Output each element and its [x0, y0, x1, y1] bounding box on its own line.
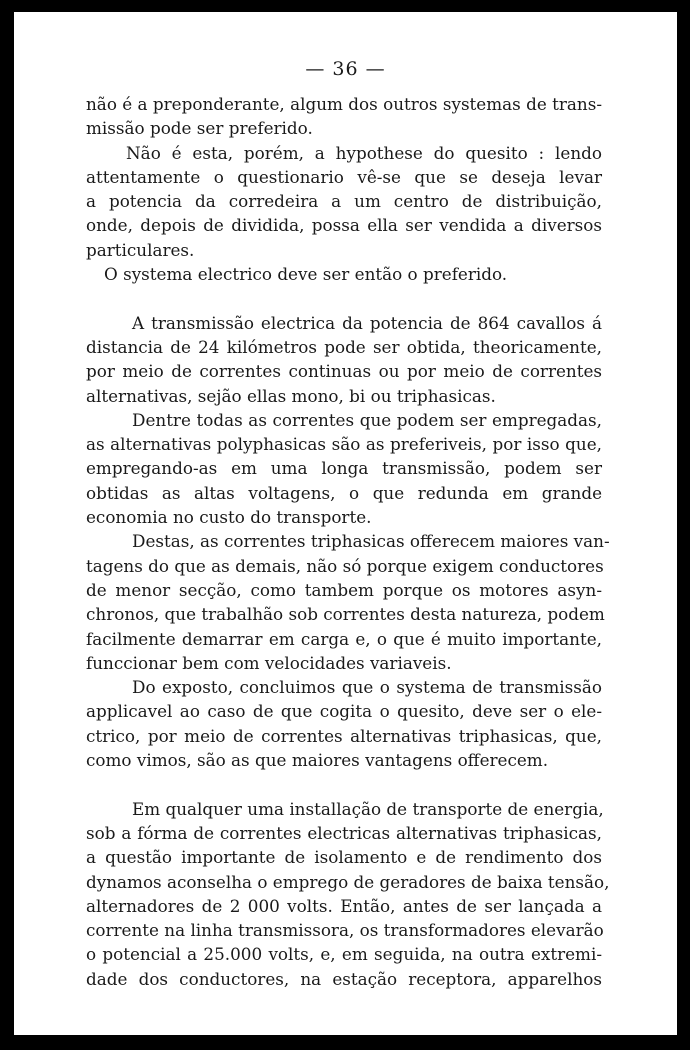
text-line: o potencial a 25.000 volts, e, em seguida, na outra extremi- [86, 944, 602, 965]
text-line: O systema electrico deve ser então o preferido. [104, 264, 508, 285]
text-line: chronos, que trabalhão sob correntes desta natureza, podem [86, 604, 605, 625]
text-line: ctrico, por meio de correntes alternativas triphasicas, que, [86, 725, 602, 746]
text-line: facilmente demarrar em carga e, o que é muito importante, [86, 628, 602, 649]
text-line: sob a fórma de correntes electricas alternativas triphasicas, [86, 822, 602, 843]
text-line: a questão importante de isolamento e de rendimento dos [86, 847, 602, 868]
text-line: as alternativas polyphasicas são as preferiveis, por isso que, [86, 434, 602, 455]
text-line: tagens do que as demais, não só porque exigem conductores [86, 555, 604, 576]
paragraph-gap [86, 772, 602, 796]
text-line: Em qualquer uma installação de transporte de energia, [132, 798, 604, 819]
text-line: de menor secção, como tambem porque os motores asyn- [86, 579, 602, 600]
text-line: onde, depois de dividida, possa ella ser vendida a diversos [86, 215, 602, 236]
text-line: dade dos conductores, na estação receptora, apparelhos [86, 968, 602, 989]
text-line: empregando-as em uma longa transmissão, podem ser [86, 458, 602, 479]
text-line: particulares. [86, 239, 195, 260]
text-line: como vimos, são as que maiores vantagens offerecem. [86, 750, 549, 771]
text-line: a potencia da corredeira a um centro de distribuição, [86, 191, 602, 212]
text-line: por meio de correntes continuas ou por meio de correntes [86, 361, 602, 382]
text-line: attentamente o questionario vê-se que se deseja levar [86, 166, 602, 187]
page-number: — 36 — [305, 58, 386, 80]
text-line: missão pode ser preferido. [86, 118, 313, 139]
text-line: obtidas as altas voltagens, o que redunda em grande [86, 482, 602, 503]
text-line: A transmissão electrica da potencia de 864 cavallos á [132, 312, 602, 333]
text-line: alternadores de 2 000 volts. Então, antes de ser lançada a [86, 895, 602, 916]
text-line: Não é esta, porém, a hypothese do quesito : lendo [126, 142, 602, 163]
text-line: distancia de 24 kilómetros pode ser obtida, theoricamente, [86, 336, 602, 357]
body-text [86, 92, 610, 991]
text-line: Do exposto, concluimos que o systema de transmissão [132, 677, 602, 698]
paragraph-gap [86, 286, 602, 310]
text-line: funccionar bem com velocidades variaveis. [86, 652, 452, 673]
text-line: corrente na linha transmissora, os transformadores elevarão [86, 920, 604, 941]
text-line: applicavel ao caso de que cogita o quesito, deve ser o ele- [86, 701, 602, 722]
text-line: Dentre todas as correntes que podem ser empregadas, [132, 409, 602, 430]
text-line: dynamos aconselha o emprego de geradores de baixa tensão, [86, 871, 610, 892]
text-line: não é a preponderante, algum dos outros systemas de trans- [86, 94, 602, 114]
document-page [14, 12, 677, 1035]
text-line: Destas, as correntes triphasicas offerecem maiores van- [132, 531, 610, 552]
text-line: economia no custo do transporte. [86, 507, 372, 528]
text-line: alternativas, sejão ellas mono, bi ou triphasicas. [86, 385, 496, 406]
